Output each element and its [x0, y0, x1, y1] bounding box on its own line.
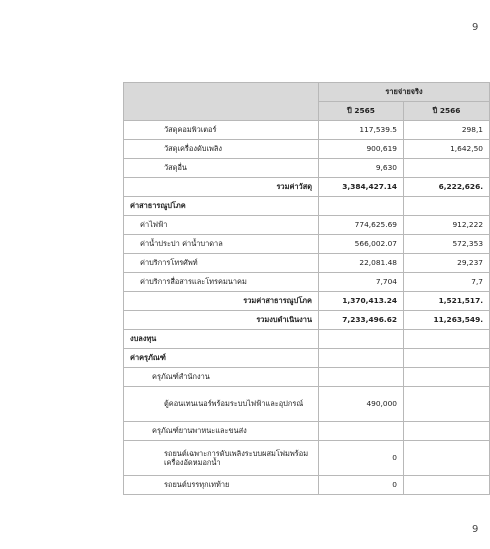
value-2565	[319, 422, 404, 441]
header-year-2566: ปี 2566	[404, 102, 490, 121]
table-row	[124, 121, 490, 140]
subtotal-row	[124, 178, 490, 197]
value-2565: 0	[319, 476, 404, 495]
subtotal-2566: 6,222,626.	[404, 178, 490, 197]
value-2566	[404, 349, 490, 368]
subtotal-label: รวมค่าสาธารณูปโภค	[124, 292, 319, 311]
page-number-bottom: 9	[472, 524, 479, 535]
value-2566: 298,1	[404, 121, 490, 140]
subsection-row	[124, 368, 490, 387]
value-2565: 774,625.69	[319, 216, 404, 235]
header-blank-cell	[124, 83, 319, 121]
section-row	[124, 330, 490, 349]
value-2565	[319, 197, 404, 216]
row-label: ค่าบริการสื่อสารและโทรคมนาคม	[124, 273, 319, 292]
section-row	[124, 197, 490, 216]
table-row	[124, 387, 490, 422]
value-2566	[404, 422, 490, 441]
subtotal-2566: 1,521,517.	[404, 292, 490, 311]
row-label: วัสดุเครื่องดับเพลิง	[124, 140, 319, 159]
row-label: ตู้คอนเทนเนอร์พร้อมระบบไฟฟ้าและอุปกรณ์	[124, 387, 319, 422]
section-label: งบลงทุน	[124, 330, 319, 349]
grand-total-2566: 11,263,549.	[404, 311, 490, 330]
row-label: วัสดุอื่น	[124, 159, 319, 178]
value-2565: 490,000	[319, 387, 404, 422]
value-2566	[404, 387, 490, 422]
row-label: ค่าบริการโทรศัพท์	[124, 254, 319, 273]
value-2566	[404, 159, 490, 178]
value-2566	[404, 441, 490, 476]
table-row	[124, 159, 490, 178]
grand-total-2565: 7,233,496.62	[319, 311, 404, 330]
value-2566: 572,353	[404, 235, 490, 254]
value-2566	[404, 330, 490, 349]
header-year-2565: ปี 2565	[319, 102, 404, 121]
value-2566: 29,237	[404, 254, 490, 273]
section-label: ค่าครุภัณฑ์	[124, 349, 319, 368]
budget-table	[123, 82, 490, 495]
value-2566	[404, 197, 490, 216]
section-label: ค่าสาธารณูปโภค	[124, 197, 319, 216]
row-label: ค่าน้ำประปา ค่าน้ำบาดาล	[124, 235, 319, 254]
value-2566: 1,642,50	[404, 140, 490, 159]
table-row	[124, 441, 490, 476]
value-2565: 7,704	[319, 273, 404, 292]
value-2566	[404, 476, 490, 495]
value-2565: 117,539.5	[319, 121, 404, 140]
subsection-label: ครุภัณฑ์ยานพาหนะและขนส่ง	[124, 422, 319, 441]
subtotal-row	[124, 292, 490, 311]
table-row	[124, 140, 490, 159]
section-row	[124, 349, 490, 368]
subtotal-2565: 3,384,427.14	[319, 178, 404, 197]
subtotal-label: รวมค่าวัสดุ	[124, 178, 319, 197]
row-label: ค่าไฟฟ้า	[124, 216, 319, 235]
value-2565: 0	[319, 441, 404, 476]
value-2565: 22,081.48	[319, 254, 404, 273]
page-number-top: 9	[472, 22, 479, 33]
value-2565	[319, 368, 404, 387]
grand-total-row	[124, 311, 490, 330]
value-2565: 9,630	[319, 159, 404, 178]
value-2566	[404, 368, 490, 387]
table-row	[124, 254, 490, 273]
table-row	[124, 476, 490, 495]
row-label: รถยนต์เฉพาะการดับเพลิงระบบผสมโฟมพร้อมเครื่องอัดหมอกน้ำ	[124, 441, 319, 476]
subsection-label: ครุภัณฑ์สำนักงาน	[124, 368, 319, 387]
value-2565	[319, 330, 404, 349]
row-label: รถยนต์บรรทุกเทท้าย	[124, 476, 319, 495]
value-2566: 912,222	[404, 216, 490, 235]
value-2565	[319, 349, 404, 368]
table-row	[124, 235, 490, 254]
value-2566: 7,7	[404, 273, 490, 292]
grand-total-label: รวมงบดำเนินงาน	[124, 311, 319, 330]
value-2565: 566,002.07	[319, 235, 404, 254]
subsection-row	[124, 422, 490, 441]
header-row	[124, 83, 490, 102]
table-row	[124, 216, 490, 235]
header-actual-expenses: รายจ่ายจริง	[319, 83, 490, 102]
subtotal-2565: 1,370,413.24	[319, 292, 404, 311]
value-2565: 900,619	[319, 140, 404, 159]
table-row	[124, 273, 490, 292]
row-label: วัสดุคอมพิวเตอร์	[124, 121, 319, 140]
